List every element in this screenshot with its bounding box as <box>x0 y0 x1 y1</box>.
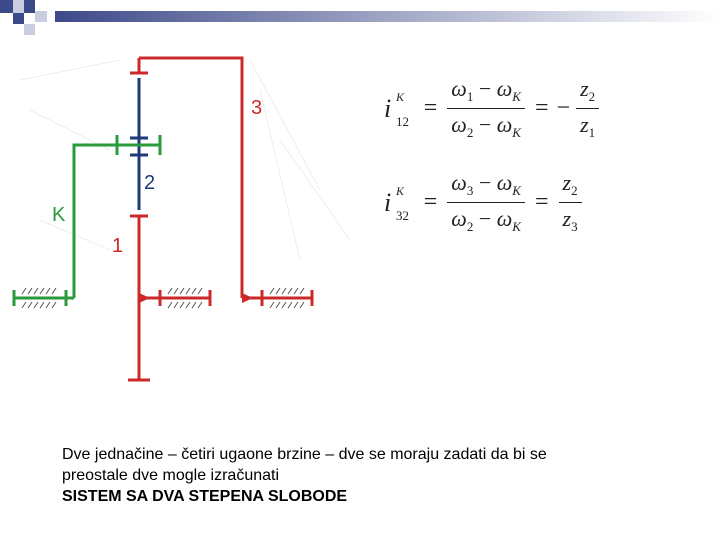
caption-conclusion: SISTEM SA DVA STEPENA SLOBODE <box>62 488 348 505</box>
sun-gear-1 <box>128 216 312 380</box>
eq2-lhs: i K 32 <box>384 183 409 223</box>
caption-line-2: preostale dve mogle izračunati <box>62 467 280 484</box>
label-sun-gear: 1 <box>112 235 124 257</box>
caption-block <box>62 444 662 507</box>
caption-line-1: Dve jednačine – četiri ugaone brzine – dve se moraju zadati da bi se <box>62 446 547 463</box>
background-sketch <box>20 60 350 260</box>
eq1-teeth-fraction: $\frac{z_2}{z_1}$ <box>576 76 599 141</box>
eq1-omega-fraction: $\frac{\omega_1 - \omega_K}{\omega_2 - \omega_K}$ <box>447 76 525 141</box>
eq2-teeth-fraction: $\frac{z_2}{z_3}$ <box>559 170 582 235</box>
eq2-omega-fraction: $\frac{\omega_3 - \omega_K}{\omega_2 - \omega_K}$ <box>447 170 525 235</box>
eq1-equals-1: = <box>423 95 438 121</box>
equation-ratio-12 <box>384 76 599 141</box>
planetary-gear-diagram <box>0 0 380 400</box>
sun-arrow <box>139 293 150 303</box>
eq1-equals-2: = <box>534 95 549 121</box>
ring-arrow <box>242 293 253 303</box>
label-ring-gear: 3 <box>251 97 263 119</box>
eq2-equals-2: = <box>534 189 549 215</box>
eq1-lhs: i K 12 <box>384 89 409 129</box>
eq1-rhs-sign: − <box>556 95 571 121</box>
equation-ratio-32 <box>384 170 582 235</box>
label-carrier: K <box>52 204 66 226</box>
label-planet-gear: 2 <box>144 172 156 194</box>
eq2-equals-1: = <box>423 189 438 215</box>
